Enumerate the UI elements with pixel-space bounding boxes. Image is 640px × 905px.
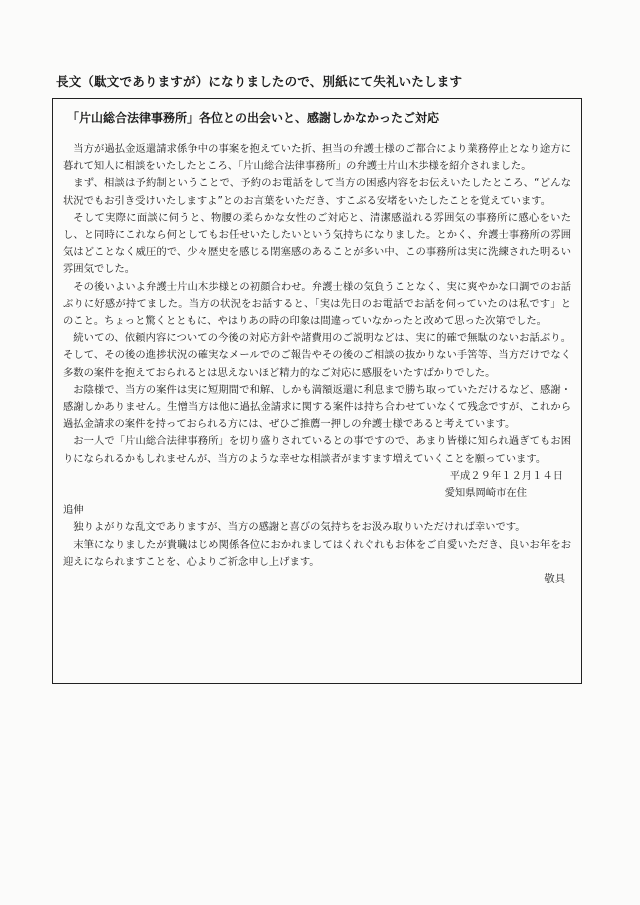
paragraph-5: 続いての、依頼内容についての今後の対応方針や諸費用のご説明などは、実に的確で無駄のないお話ぶり。そして、その後の進捗状況の確実なメールでのご報告やその後のご相談の抜かりない手筈等、当方だけでなく多数の案件を抱えておられるとは思えないほど精力的なご対応に感服をいたすばかりでした。: [63, 332, 571, 379]
letter-body: [63, 141, 571, 588]
paragraph-7: お一人で「片山総合法律事務所」を切り盛りされているとの事ですので、あまり皆様に知られ過ぎてもお困りになられるかもしれませんが、当方のような幸せな相談者がますます増えていくことを願っています。: [63, 435, 571, 465]
letter-date: 平成２９年１２月１４日: [449, 469, 563, 482]
letter-title: 「片山総合法律事務所」各位との出会いと、感謝しかなかったご対応: [67, 111, 440, 125]
paragraph-4: その後いよいよ弁護士片山木歩様との初顔合わせ。弁護士様の気負うことなく、実に爽やかな口調でのお話ぶりに好感が持てました。当方の状況をお話すると、「実は先日のお電話でお話を伺っていたのは私です」とのこと。ちょっと驚くとともに、やはりあの時の印象は間違っていなかったと改めて思った次第でした。: [63, 280, 571, 328]
closing-word: 敬具: [544, 573, 565, 586]
paragraph-1: 当方が過払金返還請求係争中の事案を抱えていた折、担当の弁護士様のご都合により業務停止となり途方に暮れて知人に相談をいたしたところ、「片山総合法律事務所」の弁護士片山木歩様を紹介されました。: [63, 143, 571, 173]
postscript-paragraph-2: 末筆になりましたが貴職はじめ関係各位におかれましてはくれぐれもお体をご自愛いただき、良いお年をお迎えになられますことを、心よりご祈念申し上げます。: [63, 538, 571, 568]
letter-box: [52, 98, 582, 684]
postscript-label: 追伸: [63, 504, 84, 517]
paragraph-2: まず、相談は予約制ということで、予約のお電話をして当方の困惑内容をお伝えいたしたところ、“どんな状況でもお引き受けいたしますよ”とのお言葉をいただき、すこぶる安堵をいたしたことを覚えています。: [63, 177, 571, 207]
postscript-paragraph-1: 独りよがりな乱文でありますが、当方の感謝と喜びの気持ちをお汲み取りいただければ幸いです。: [73, 521, 526, 534]
intro-note: 長文（駄文でありますが）になりましたので、別紙にて失礼いたします: [56, 74, 463, 89]
paragraph-3: そして実際に面談に伺うと、物腰の柔らかな女性のご対応と、清潔感溢れる雰囲気の事務所に感心をいたし、と同時にこれなら何としてもお任せいたしたいという気持ちになりました。とかく、弁護士事務所の雰囲気はどことなく威圧的で、少々歴史を感じる閉塞感のあることが多い中、この事務所は実に洗練された明るい雰囲気でした。: [63, 211, 571, 276]
paragraph-6: お陰様で、当方の案件は実に短期間で和解、しかも満額返還に利息まで勝ち取っていただけるなど、感謝・感謝しかありません。生憎当方は他に過払金請求に関する案件は持ち合わせていなくて残念ですが、これから過払金請求の案件を持っておられる方には、ぜひご推薦一押しの弁護士様であると考えています。: [63, 383, 571, 431]
sender-location: 愛知県岡崎市在住: [444, 487, 527, 500]
